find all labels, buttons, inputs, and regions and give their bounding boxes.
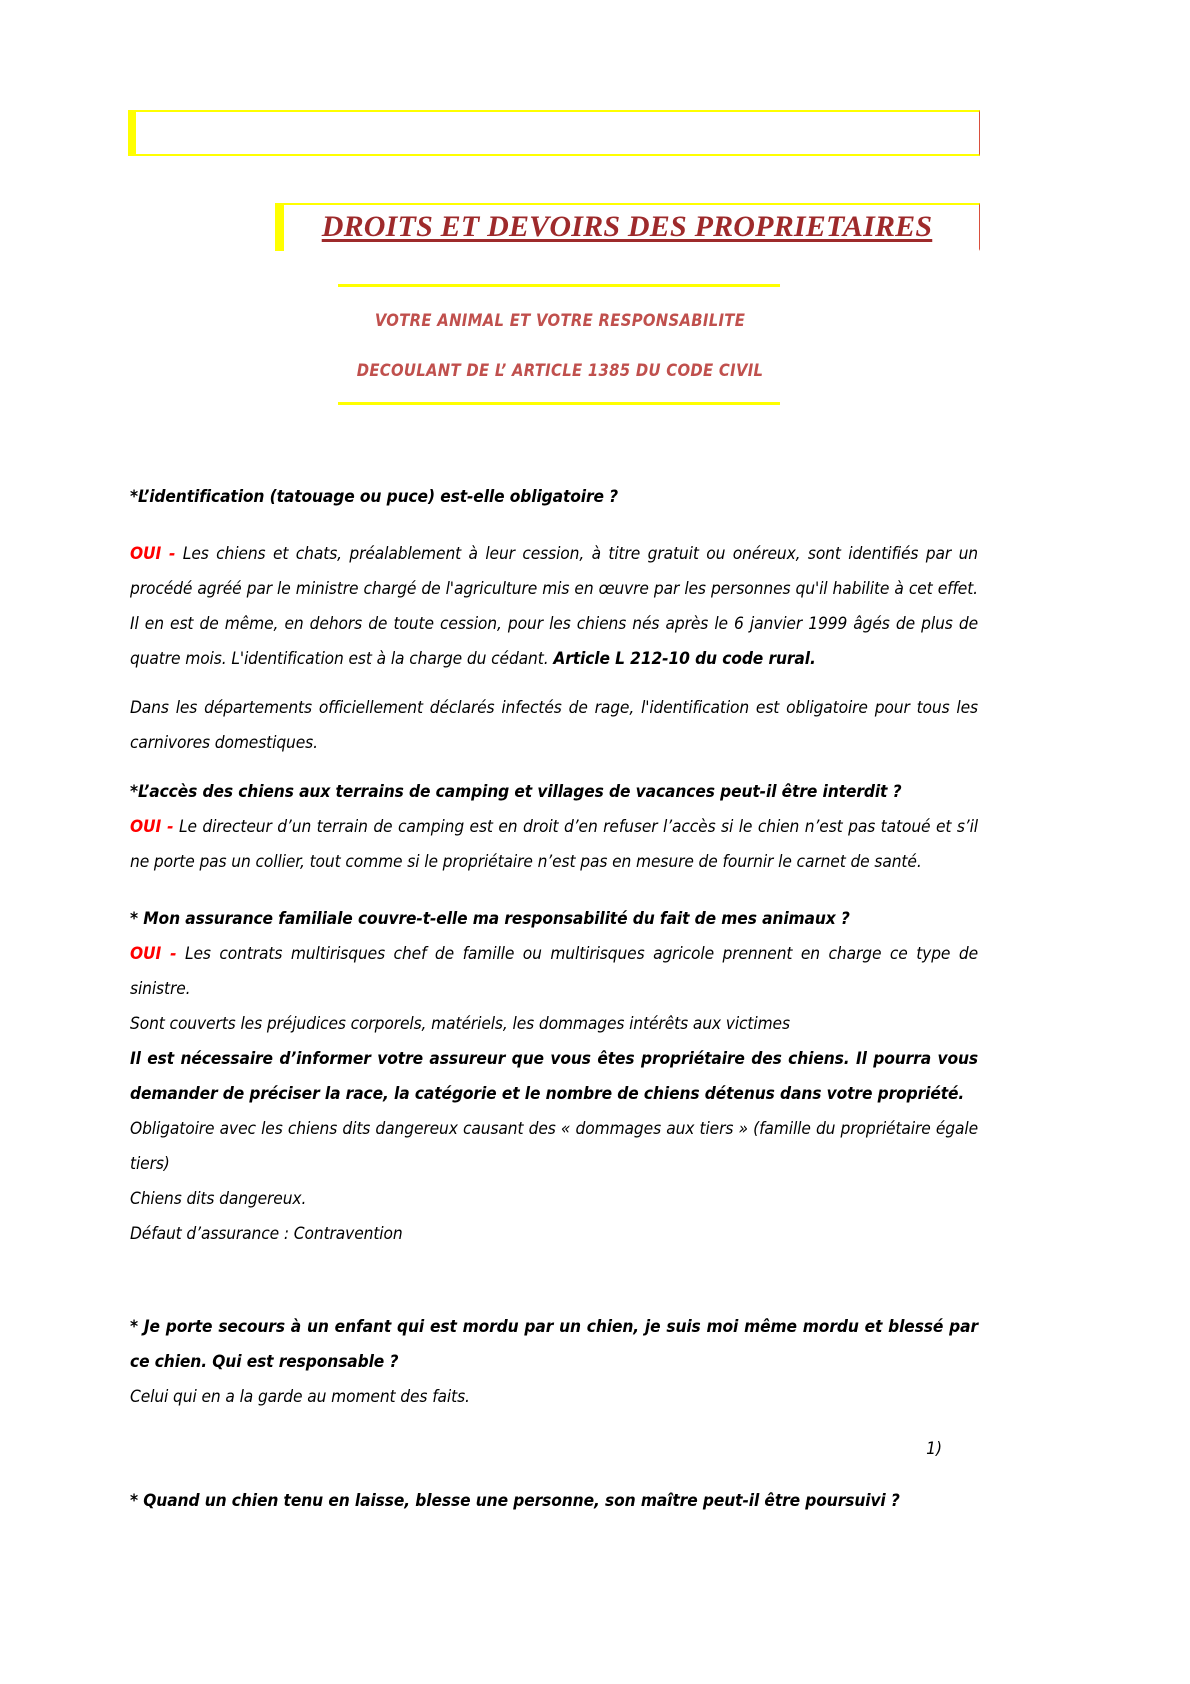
question-1: *L’identification (tatouage ou puce) est-elle obligatoire ? (130, 487, 619, 507)
answer-3-obligatoire: Obligatoire avec les chiens dits dangereux causant des « dommages aux tiers » (famille du propriétaire égale tiers) (130, 1119, 978, 1174)
question-2: *L’accès des chiens aux terrains de camping et villages de vacances peut-il être interdit ? (130, 782, 902, 802)
answer-4: Celui qui en a la garde au moment des faits. (130, 1387, 470, 1407)
answer-2 (130, 810, 978, 880)
header-box-left-accent-bar (128, 110, 136, 156)
answer-3-dangerous-dogs: Chiens dits dangereux. (130, 1189, 307, 1209)
oui-marker-1: OUI - (130, 544, 176, 564)
oui-marker-3: OUI - (130, 944, 177, 964)
question-3: * Mon assurance familiale couvre-t-elle ma responsabilité du fait de mes animaux ? (130, 909, 850, 929)
answer-3 (130, 937, 978, 1007)
answer-3-insurer-notice: Il est nécessaire d’informer votre assureur que vous êtes propriétaire des chiens. Il pourra vous demander de préciser la race, la catégorie et le nombre de chiens détenus dans votre propriété. (130, 1049, 978, 1104)
answer-3-defaut-assurance: Défaut d’assurance : Contravention (130, 1224, 403, 1244)
answer-2-body: Le directeur d’un terrain de camping est en droit d’en refuser l’accès si le chien n’est pas tatoué et s’il ne porte pas un collier, tout comme si le propriétaire n’est pas en mesure de fournir le carnet de santé. (130, 817, 978, 872)
subtitle-line-1: VOTRE ANIMAL ET VOTRE RESPONSABILITE (374, 311, 746, 330)
title-box (275, 203, 980, 251)
answer-3-body: Les contrats multirisques chef de famille ou multirisques agricole prennent en charge ce type de sinistre. (130, 944, 978, 999)
subtitle-rule-top (338, 284, 780, 287)
answer-3-covered-line: Sont couverts les préjudices corporels, matériels, les dommages intérêts aux victimes (130, 1014, 790, 1034)
oui-marker-2: OUI - (130, 817, 174, 837)
question-5: * Quand un chien tenu en laisse, blesse une personne, son maître peut-il être poursuivi ? (130, 1491, 900, 1512)
page-number: 1) (926, 1439, 942, 1460)
question-4: * Je porte secours à un enfant qui est mordu par un chien, je suis moi même mordu et blessé par ce chien. Qui est responsable ? (130, 1317, 978, 1372)
subtitle-line-2: DECOULANT DE L’ ARTICLE 1385 DU CODE CIVIL (356, 361, 764, 380)
answer-1-reference: Article L 212-10 du code rural. (553, 649, 816, 669)
answer-1-paragraph-2: Dans les départements officiellement déclarés infectés de rage, l'identification est obligatoire pour tous les carnivores domestiques. (130, 698, 978, 753)
subtitle-rule-bottom (338, 402, 780, 405)
page-title: DROITS ET DEVOIRS DES PROPRIETAIRES (321, 210, 933, 243)
header-empty-box (128, 110, 980, 156)
answer-1-body: Les chiens et chats, préalablement à leur cession, à titre gratuit ou onéreux, sont identifiés par un procédé agréé par le ministre chargé de l'agriculture mis en œuvre par les personnes qu'il habilite à cet effet. Il en est de même, en dehors de toute cession, pour les chiens nés après le 6 janvier 1999 âgés de plus de quatre mois. L'identification est à la charge du cédant. (130, 544, 978, 669)
answer-1 (130, 537, 978, 677)
document-body (130, 480, 978, 1519)
